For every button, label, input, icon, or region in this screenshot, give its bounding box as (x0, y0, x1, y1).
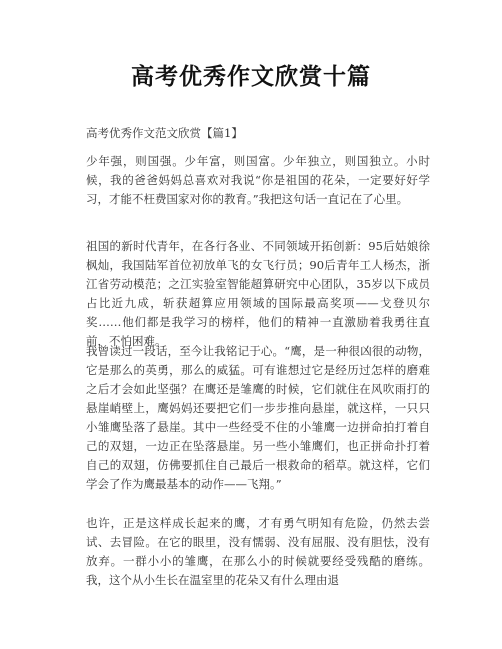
paragraph-2: 祖国的新时代青年，在各行各业、不同领域开拓创新：95后姑娘徐枫灿，我国陆军首位初放单飞的女飞行员；90后青年工人杨杰，浙江省劳动模范；之江实验室智能超算研究中心团队，35岁以下成员占比近九成，斩获超算应用领域的国际最高奖项——戈登贝尔奖……他们都是我学习的榜样，他们的精神一直激励着我勇往直前，不怕困难。 (86, 239, 430, 348)
paragraph-1: 少年强，则国强。少年富，则国富。少年独立，则国独立。小时候，我的爸爸妈妈总喜欢对我说“你是祖国的花朵，一定要好好学习，才能不枉费国家对你的教育。”我把这句话一直记在了心里。 (86, 154, 430, 206)
section-heading: 高考优秀作文范文欣赏【篇1】 (86, 126, 243, 140)
paragraph-4: 也许，正是这样成长起来的鹰，才有勇气明知有危险，仍然去尝试、去冒险。在它的眼里，没有懦弱、没有屈服、没有胆怯，没有放弃。一群小小的雏鹰，在那么小的时候就要经受残酷的磨练。我，这个从小生长在温室里的花朵又有什么理由退 (86, 516, 430, 587)
document-title: 高考优秀作文欣赏十篇 (131, 64, 371, 90)
paragraph-3: 我曾读过一段话，至今让我铭记于心。“鹰，是一种很凶很的动物，它是那么的英勇，那么的威猛。可有谁想过它是经历过怎样的磨难之后才会如此坚强？在鹰还是雏鹰的时候，它们就住在风吹雨打的悬崖峭壁上，鹰妈妈还要把它们一步步推向悬崖，就这样，一只只小雏鹰坠落了悬崖。其中一些经受不住的小雏鹰一边拼命拍打着自己的双翅，一边正在坠落悬崖。另一些小雏鹰们，也正拼命扑打着自己的双翅，仿佛要抓住自己最后一根救命的稻草。就这样，它们学会了作为鹰最基本的动作——飞翔。” (86, 344, 430, 491)
